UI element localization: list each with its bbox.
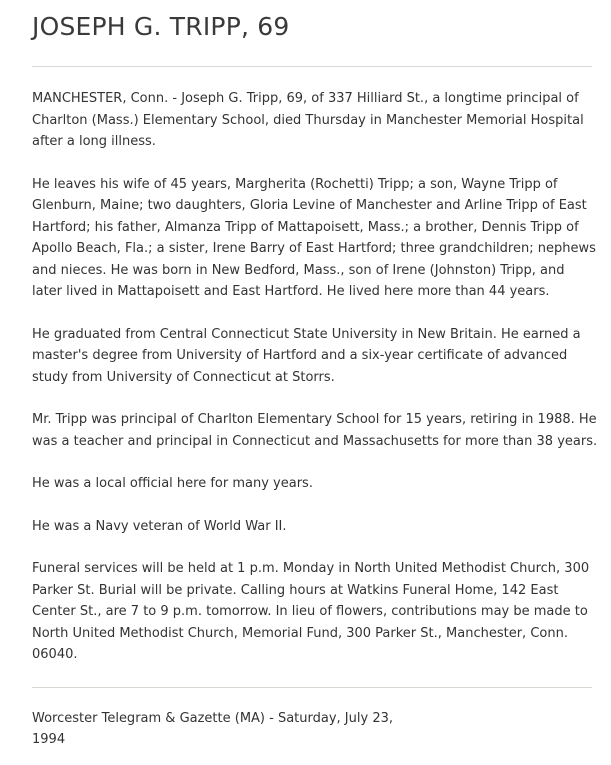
paragraph-education — [32, 324, 592, 389]
paragraph-line: He leaves his wife of 45 years, Margherita (Rochetti) Tripp; a son, Wayne Tripp of — [32, 176, 558, 192]
paragraph-line: and nieces. He was born in New Bedford, Mass., son of Irene (Johnston) Tripp, and — [32, 262, 565, 278]
obituary-title: JOSEPH G. TRIPP, 69 — [32, 12, 290, 41]
paragraph-career — [32, 409, 598, 452]
paragraph-line: study from University of Connecticut at Storrs. — [32, 369, 335, 385]
obituary-page — [32, 0, 598, 751]
paragraph-line: Charlton (Mass.) Elementary School, died Thursday in Manchester Memorial Hospital — [32, 112, 584, 128]
paragraph-line: MANCHESTER, Conn. - Joseph G. Tripp, 69, of 337 Hilliard St., a longtime principal of — [32, 91, 579, 106]
paragraph-line: He was a local official here for many years. — [32, 476, 313, 491]
paragraph-survivors — [32, 174, 596, 303]
source-line: 1994 — [32, 732, 66, 747]
paragraph-line: Mr. Tripp was principal of Charlton Elementary School for 15 years, retiring in 1988. He — [32, 412, 597, 427]
obituary-body — [32, 67, 598, 666]
paragraph-line: Glenburn, Maine; two daughters, Gloria Levine of Manchester and Arline Tripp of East — [32, 198, 587, 213]
paragraph-intro — [32, 88, 592, 153]
paragraph-veteran — [32, 516, 592, 538]
paragraph-services — [32, 558, 592, 666]
paragraph-line: Parker St. Burial will be private. Calling hours at Watkins Funeral Home, 142 East — [32, 582, 559, 598]
source-line: Worcester Telegram & Gazette (MA) - Saturday, July 23, — [32, 710, 393, 726]
paragraph-line: Apollo Beach, Fla.; a sister, Irene Barry of East Hartford; three grandchildren; nephews — [32, 241, 596, 256]
paragraph-line: after a long illness. — [32, 134, 156, 149]
paragraph-line: 06040. — [32, 647, 78, 662]
paragraph-line: Center St., are 7 to 9 p.m. tomorrow. In lieu of flowers, contributions may be made to — [32, 604, 588, 619]
paragraph-line: He graduated from Central Connecticut State University in New Britain. He earned a — [32, 326, 581, 342]
paragraph-line: He was a Navy veteran of World War II. — [32, 518, 287, 534]
paragraph-line: was a teacher and principal in Connecticut and Massachusetts for more than 38 years. — [32, 433, 598, 449]
source-citation — [32, 688, 592, 751]
paragraph-line: later lived in Mattapoisett and East Hartford. He lived here more than 44 years. — [32, 284, 550, 299]
paragraph-line: master's degree from University of Hartford and a six-year certificate of advanced — [32, 348, 568, 363]
paragraph-line: Hartford; his father, Almanza Tripp of Mattapoisett, Mass.; a brother, Dennis Tripp of — [32, 219, 579, 235]
paragraph-line: North United Methodist Church, Memorial Fund, 300 Parker St., Manchester, Conn. — [32, 625, 568, 641]
paragraph-official — [32, 473, 592, 495]
paragraph-line: Funeral services will be held at 1 p.m. Monday in North United Methodist Church, 300 — [32, 561, 590, 576]
